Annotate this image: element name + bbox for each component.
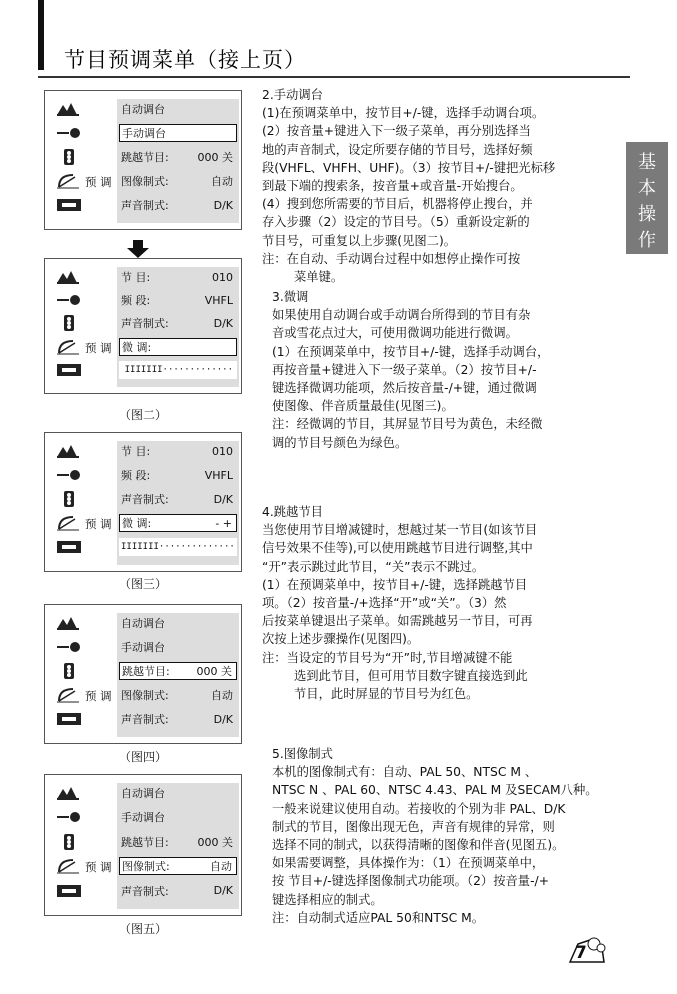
menu-row-label: 自动调台: [121, 787, 165, 800]
menu-row-label: 声音制式:: [121, 713, 169, 726]
menu-row[interactable]: [119, 808, 237, 826]
text-line: 选择不同的制式，以获得清晰的图像和伴音(见图五)。: [272, 838, 565, 853]
text-line: 5.图像制式: [272, 747, 333, 761]
menu-figure: [44, 774, 242, 916]
cassette-icon: [55, 362, 83, 378]
section-manual-tuning: [262, 86, 632, 286]
text-line: 当您使用节目增减键时，想越过某一节目(如该节目: [262, 523, 538, 538]
menu-row-label: 声音制式:: [121, 317, 169, 331]
section-skip-channel: [262, 503, 632, 703]
side-tab-char: 本: [638, 178, 656, 199]
text-line: 节目，此时屏显的节目号为红色。: [294, 687, 479, 702]
satellite-dish-icon: [55, 515, 83, 531]
menu-row-value: D/K: [213, 884, 233, 898]
text-line: 音或雪花点过大，可使用微调功能进行微调。: [272, 326, 518, 341]
text-line: 制式的节目，图像出现无色，声音有规律的异常，则: [272, 819, 555, 834]
text-line: (1)在预调菜单中，按节目+/-键，选择手动调台项。: [262, 106, 545, 121]
section-fine-tuning: [272, 288, 642, 452]
menu-row[interactable]: [119, 882, 237, 900]
menu-name: 预 调: [85, 860, 112, 875]
page-title: 节目预调菜单（接上页）: [64, 48, 306, 72]
text-line: 后按菜单键退出子菜单。如需跳越另一节目，可再: [262, 614, 533, 629]
side-tab-char: 基: [638, 152, 656, 173]
menu-row-value: IIIIIII·············: [124, 364, 233, 375]
text-line: 如果需要调整，具体操作为：（1）在预调菜单中，: [272, 856, 545, 871]
menu-row[interactable]: [119, 662, 237, 680]
down-arrow-icon: [127, 240, 149, 258]
menu-row[interactable]: [119, 196, 237, 214]
menu-row[interactable]: [119, 361, 237, 379]
menu-row-label: 跳越节目:: [121, 151, 169, 164]
menu-row-value: D/K: [213, 316, 233, 330]
menu-row[interactable]: [119, 291, 237, 309]
menu-row-label: 图像制式:: [121, 175, 169, 188]
text-line: 注：经微调的节目，其屏显节目号为黄色，未经微: [272, 417, 543, 432]
text-line: (1）在预调菜单中，按节目+/-键，选择手动调台，: [272, 344, 550, 359]
menu-row[interactable]: [119, 538, 237, 556]
text-line: 使图像、伴音质量最佳(见图三)。: [272, 399, 454, 414]
text-line: 按 节目+/-键选择图像制式功能项。（2）按音量-/+: [272, 874, 549, 889]
menu-row-label: 声音制式:: [121, 884, 169, 898]
menu-row-value: 000 关: [197, 835, 233, 849]
traffic-light-icon: [55, 315, 83, 331]
satellite-dish-icon: [55, 858, 83, 874]
side-tab: [626, 142, 668, 254]
text-line: 存入步骤（2）设定的节目号。（5）重新设定新的: [262, 215, 530, 230]
traffic-light-icon: [55, 491, 83, 507]
text-line: 项。（2）按音量-/+选择“开”或“关”。（3）然: [262, 596, 507, 611]
menu-row-value: IIIIIII··············: [121, 542, 235, 552]
menu-row[interactable]: [119, 833, 237, 851]
menu-row[interactable]: [119, 268, 237, 286]
menu-row-label: 频 段:: [121, 294, 151, 308]
menu-row[interactable]: [119, 784, 237, 802]
menu-name: 预 调: [85, 517, 112, 531]
menu-row[interactable]: [119, 148, 237, 166]
menu-row[interactable]: [119, 614, 237, 632]
menu-row[interactable]: [119, 338, 237, 356]
text-line: 键选择微调功能项，然后按音量-/+键，通过微调: [272, 381, 537, 396]
menu-row-label: 手动调台: [121, 811, 165, 825]
menu-row-value: - +: [215, 516, 232, 530]
page-badge-icon: [568, 934, 606, 964]
menu-row[interactable]: [119, 490, 237, 508]
menu-row-value: 自动: [210, 860, 232, 874]
menu-row-value: 自动: [211, 175, 233, 188]
text-line: 菜单键。: [294, 270, 344, 285]
section-picture-system: [272, 745, 642, 927]
guitar-icon: [55, 639, 83, 655]
menu-row-label: 频 段:: [121, 469, 151, 482]
text-line: NTSC N 、PAL 60、NTSC 4.43、PAL M 及SECAM八种。: [272, 783, 598, 798]
menu-name: 预 调: [85, 340, 112, 355]
menu-row-label: 手动调台: [121, 641, 165, 654]
text-line: 地的声音制式，设定所要存储的节目号，选择好频: [262, 142, 533, 157]
menu-row[interactable]: [119, 514, 237, 532]
side-tab-char: 操: [638, 204, 656, 225]
menu-row-value: VHFL: [204, 293, 233, 307]
text-line: 信号效果不佳等),可以使用跳越节目进行调整,其中: [262, 541, 533, 556]
satellite-dish-icon: [55, 687, 83, 703]
text-line: “开”表示跳过此节目，“关”表示不跳过。: [262, 559, 485, 574]
menu-figure: [44, 258, 242, 394]
guitar-icon: [55, 292, 83, 308]
menu-row-label: 图像制式:: [121, 689, 169, 702]
tuning-fork-icon: [55, 269, 83, 285]
menu-row-label: 节 目:: [121, 271, 151, 284]
header-bar: [38, 0, 44, 70]
menu-row[interactable]: [119, 466, 237, 484]
text-line: (4）搜到您所需要的节目后，机器将停止搜台，并: [262, 197, 533, 212]
menu-row-label: 跳越节目:: [121, 835, 169, 849]
page-number-badge: [568, 934, 606, 964]
menu-row[interactable]: [119, 442, 237, 460]
side-tab-char: 作: [638, 230, 656, 251]
tuning-fork-icon: [55, 615, 83, 631]
menu-row-label: 跳越节目:: [122, 665, 170, 678]
guitar-icon: [55, 467, 83, 483]
text-line: 2.手动调台: [262, 88, 323, 102]
menu-figure: [44, 432, 242, 572]
tuning-fork-icon: [55, 101, 83, 117]
cassette-icon: [55, 197, 83, 213]
menu-row-value: 000 关: [197, 151, 233, 164]
text-line: 4.跳越节目: [262, 505, 323, 519]
cassette-icon: [55, 883, 83, 899]
text-line: 注：在自动、手动调台过程中如想停止操作可按: [262, 251, 521, 266]
menu-row[interactable]: [119, 124, 237, 142]
menu-row-value: 000 关: [196, 665, 232, 678]
menu-row-label: 自动调台: [121, 103, 165, 116]
menu-figure: [44, 604, 242, 744]
text-line: 如果使用自动调台或手动调台所得到的节目有杂: [272, 308, 531, 323]
figure-caption: （图二）: [118, 408, 167, 422]
menu-row-value: 自动: [211, 689, 233, 702]
figure-caption: （图三）: [118, 577, 167, 591]
text-line: 注：当设定的节目号为“开”时,节目增减键不能: [262, 650, 513, 665]
menu-row-label: 节 目:: [121, 445, 151, 458]
traffic-light-icon: [55, 149, 83, 165]
menu-row[interactable]: [119, 710, 237, 728]
menu-row-value: D/K: [213, 198, 233, 212]
menu-figure: [44, 90, 242, 230]
text-line: 一般来说建议使用自动。若接收的个别为非 PAL、D/K: [272, 801, 566, 816]
tuning-fork-icon: [55, 785, 83, 801]
menu-row-value: D/K: [213, 712, 233, 726]
menu-name: 预 调: [85, 689, 112, 703]
cassette-icon: [55, 539, 83, 555]
menu-row-value: VHFL: [204, 468, 233, 482]
menu-row-label: 声音制式:: [121, 199, 169, 212]
menu-row[interactable]: [119, 857, 237, 875]
text-line: 注：自动制式适应PAL 50和NTSC M。: [272, 910, 485, 925]
menu-name: 预 调: [85, 175, 112, 189]
menu-row-label: 微 调:: [122, 340, 152, 354]
text-line: (2）按音量+键进入下一级子菜单，再分别选择当: [262, 124, 531, 139]
satellite-dish-icon: [55, 339, 83, 355]
menu-row-value: 010: [212, 444, 233, 458]
text-line: 节目号，可重复以上步骤(见图二)。: [262, 233, 457, 248]
guitar-icon: [55, 809, 83, 825]
text-line: 到最下端的搜索条，按音量+或音量-开始搜台。: [262, 179, 523, 194]
traffic-light-icon: [55, 834, 83, 850]
text-line: 段(VHFL、VHFH、UHF)。（3）按节目+/-键把光标移: [262, 160, 556, 175]
text-line: 调的节目号颜色为绿色。: [272, 435, 408, 450]
menu-row[interactable]: [119, 100, 237, 118]
menu-row-label: 自动调台: [121, 617, 165, 630]
text-line: 次按上述步骤操作(见图四)。: [262, 632, 420, 647]
menu-row[interactable]: [119, 686, 237, 704]
menu-row[interactable]: [119, 314, 237, 332]
menu-row-label: 声音制式:: [121, 493, 169, 506]
page-number: 7: [575, 943, 587, 963]
menu-row-label: 手动调台: [122, 127, 166, 140]
text-line: 本机的图像制式有：自动、PAL 50、NTSC M 、: [272, 765, 538, 780]
text-line: 再按音量+键进入下一级子菜单。（2）按节目+/-: [272, 362, 537, 377]
figure-caption: （图四）: [118, 750, 167, 764]
menu-row[interactable]: [119, 638, 237, 656]
tuning-fork-icon: [55, 443, 83, 459]
guitar-icon: [55, 125, 83, 141]
text-line: 3.微调: [272, 290, 309, 304]
menu-row[interactable]: [119, 172, 237, 190]
menu-row-value: D/K: [213, 492, 233, 506]
menu-row-label: 图像制式:: [122, 860, 170, 874]
header-rule: [38, 76, 630, 78]
text-line: 选到此节目，但可用节目数字键直接选到此: [294, 668, 528, 683]
menu-row-value: 010: [212, 270, 233, 284]
text-line: (1）在预调菜单中，按节目+/-键，选择跳越节目: [262, 577, 528, 592]
figure-caption: （图五）: [118, 922, 167, 936]
menu-row-label: 微 调:: [122, 517, 152, 530]
text-line: 键选择相应的制式。: [272, 892, 383, 907]
traffic-light-icon: [55, 663, 83, 679]
cassette-icon: [55, 711, 83, 727]
satellite-dish-icon: [55, 173, 83, 189]
